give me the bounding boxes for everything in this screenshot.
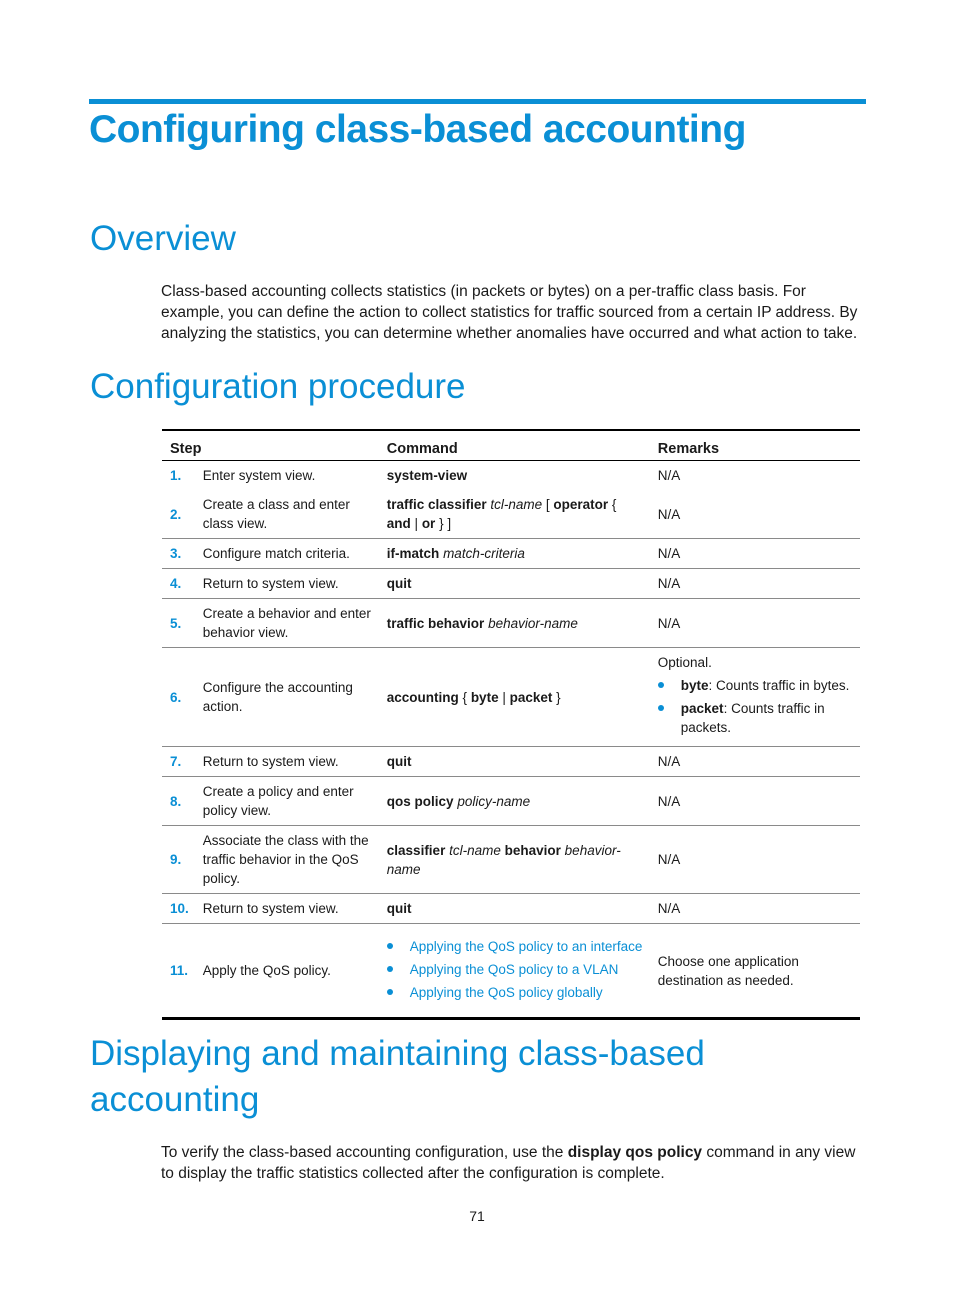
step-command <box>379 826 650 894</box>
procedure-table-body <box>162 461 860 1019</box>
step-number: 7. <box>162 747 195 777</box>
bullet-icon <box>387 989 393 995</box>
step-description: Enter system view. <box>195 461 379 491</box>
step-remarks <box>650 648 860 747</box>
remarks-text: N/A <box>657 546 681 561</box>
step-remarks <box>650 599 860 648</box>
remarks-text: N/A <box>657 506 681 522</box>
step-command <box>379 539 650 569</box>
column-header-remarks: Remarks <box>650 430 860 461</box>
cross-reference-link[interactable]: Applying the QoS policy to an interface <box>409 938 643 954</box>
step-description: Create a behavior and enter behavior view. <box>195 599 379 648</box>
table-row <box>162 490 860 539</box>
command-link-list <box>387 937 644 1002</box>
command-syntax: } ] <box>435 516 452 531</box>
procedure-heading: Configuration procedure <box>90 367 466 406</box>
step-remarks <box>650 826 860 894</box>
command-keyword: and <box>386 516 411 531</box>
remarks-bullet-list <box>658 676 854 737</box>
step-number: 2. <box>170 506 182 522</box>
command-syntax: [ <box>542 497 554 512</box>
display-heading-line-1: Displaying and maintaining class-based <box>90 1034 705 1073</box>
table-row <box>162 569 860 599</box>
command-syntax: | <box>410 516 422 531</box>
list-item <box>387 937 644 956</box>
bullet-icon <box>387 943 393 949</box>
command-keyword: traffic classifier <box>386 497 487 512</box>
remarks-text: N/A <box>657 576 681 591</box>
table-row <box>162 648 860 747</box>
step-command <box>379 569 650 599</box>
remarks-text: N/A <box>657 852 681 867</box>
step-command <box>379 777 650 826</box>
step-description: Associate the class with the traffic behavior in the QoS policy. <box>195 826 379 894</box>
step-command <box>379 894 650 924</box>
bullet-icon <box>387 966 393 972</box>
step-description: Return to system view. <box>195 569 379 599</box>
step-command <box>379 648 650 747</box>
table-row <box>162 747 860 777</box>
cross-reference-link[interactable]: Applying the QoS policy to a VLAN <box>409 961 619 977</box>
cross-reference-link[interactable]: Applying the QoS policy globally <box>409 984 603 1000</box>
command-keyword: qos policy <box>386 793 454 809</box>
step-number: 8. <box>162 777 195 826</box>
command-syntax: { <box>608 497 617 512</box>
command-keyword: or <box>421 516 436 531</box>
step-remarks <box>650 777 860 826</box>
display-text-before: To verify the class-based accounting configuration, use the <box>161 1144 568 1161</box>
step-description: Create a policy and enter policy view. <box>195 777 379 826</box>
remarks-text: N/A <box>657 901 681 916</box>
command-keyword: quit <box>386 576 412 591</box>
remark-text: : Counts traffic in packets. <box>680 701 825 735</box>
display-heading-line-2: accounting <box>90 1080 260 1119</box>
remarks-text: N/A <box>657 793 681 809</box>
table-row <box>162 894 860 924</box>
command-keyword: system-view <box>386 468 468 483</box>
step-number: 6. <box>162 648 195 747</box>
remarks-text: N/A <box>657 615 681 631</box>
command-keyword: classifier <box>386 842 446 858</box>
command-argument: match-criteria <box>443 546 525 561</box>
command-syntax: } <box>552 689 561 705</box>
command-argument: behavior-name <box>488 615 578 631</box>
step-remarks <box>650 569 860 599</box>
table-row <box>162 599 860 648</box>
step-description: Configure match criteria. <box>195 539 379 569</box>
remarks-text: N/A <box>657 754 681 769</box>
step-remarks <box>650 490 860 539</box>
remark-keyword: packet <box>680 701 724 716</box>
command-keyword: packet <box>509 689 553 705</box>
step-number: 9. <box>162 826 195 894</box>
page-number: 71 <box>469 1208 485 1224</box>
step-command <box>379 599 650 648</box>
step-number: 3. <box>162 539 195 569</box>
chapter-top-rule <box>89 99 866 104</box>
command-argument: policy-name <box>457 793 531 809</box>
step-description: Create a class and enter class view. <box>202 497 350 531</box>
step-remarks <box>650 747 860 777</box>
command-keyword: behavior <box>504 842 561 858</box>
step-command <box>379 747 650 777</box>
command-keyword: quit <box>386 754 412 769</box>
table-row <box>162 924 860 1019</box>
overview-heading: Overview <box>90 219 236 258</box>
remarks-text: Optional. <box>657 655 712 670</box>
command-syntax: | <box>498 689 510 705</box>
bullet-icon <box>658 705 664 711</box>
column-header-step: Step <box>162 430 379 461</box>
column-header-command: Command <box>379 430 650 461</box>
table-row <box>162 461 860 491</box>
step-number: 10. <box>162 894 195 924</box>
command-syntax: { <box>458 689 471 705</box>
remarks-text: N/A <box>657 468 681 483</box>
command-argument: tcl-name <box>490 497 543 512</box>
step-remarks <box>650 539 860 569</box>
table-row <box>162 826 860 894</box>
table-row <box>162 539 860 569</box>
table-row <box>162 777 860 826</box>
step-remarks <box>650 924 860 1019</box>
step-remarks <box>650 461 860 491</box>
command-argument: tcl-name <box>449 842 501 858</box>
step-description: Return to system view. <box>195 747 379 777</box>
table-header-row <box>162 430 860 461</box>
command-argument: behavior-name <box>386 842 621 877</box>
chapter-title: Configuring class-based accounting <box>89 108 746 151</box>
step-number: 11. <box>162 924 195 1019</box>
step-remarks <box>650 894 860 924</box>
remark-keyword: byte <box>680 678 709 693</box>
procedure-table <box>162 429 860 1020</box>
remark-text: : Counts traffic in bytes. <box>708 678 850 693</box>
command-keyword: if-match <box>386 546 440 561</box>
remarks-text: Choose one application destination as needed. <box>657 953 799 988</box>
command-keyword: accounting <box>386 689 459 705</box>
step-description: Configure the accounting action. <box>195 648 379 747</box>
list-item <box>387 960 644 979</box>
display-text-after: command in any view to display the traffic statistics collected after the configuration is complete. <box>161 1144 856 1182</box>
command-keyword: traffic behavior <box>386 615 485 631</box>
step-number: 1. <box>162 461 195 491</box>
command-keyword: quit <box>386 901 412 916</box>
step-description: Apply the QoS policy. <box>195 924 379 1019</box>
command-keyword: operator <box>553 497 609 512</box>
list-item <box>658 676 854 695</box>
overview-paragraph: Class-based accounting collects statistics (in packets or bytes) on a per-traffic class basis. For example, you can define the action to collect statistics for traffic sourced from a certain IP address. By analyzing the statistics, you can determine whether anomalies have occurred and what action to take. <box>161 283 858 342</box>
step-description: Return to system view. <box>195 894 379 924</box>
list-item <box>387 983 644 1002</box>
step-number: 5. <box>162 599 195 648</box>
step-command <box>379 490 650 539</box>
list-item <box>658 699 854 737</box>
step-number: 4. <box>162 569 195 599</box>
bullet-icon <box>658 682 664 688</box>
step-command <box>379 461 650 491</box>
display-command: display qos policy <box>567 1144 703 1161</box>
step-command <box>379 924 650 1019</box>
command-keyword: byte <box>470 689 499 705</box>
display-paragraph <box>161 1142 864 1184</box>
